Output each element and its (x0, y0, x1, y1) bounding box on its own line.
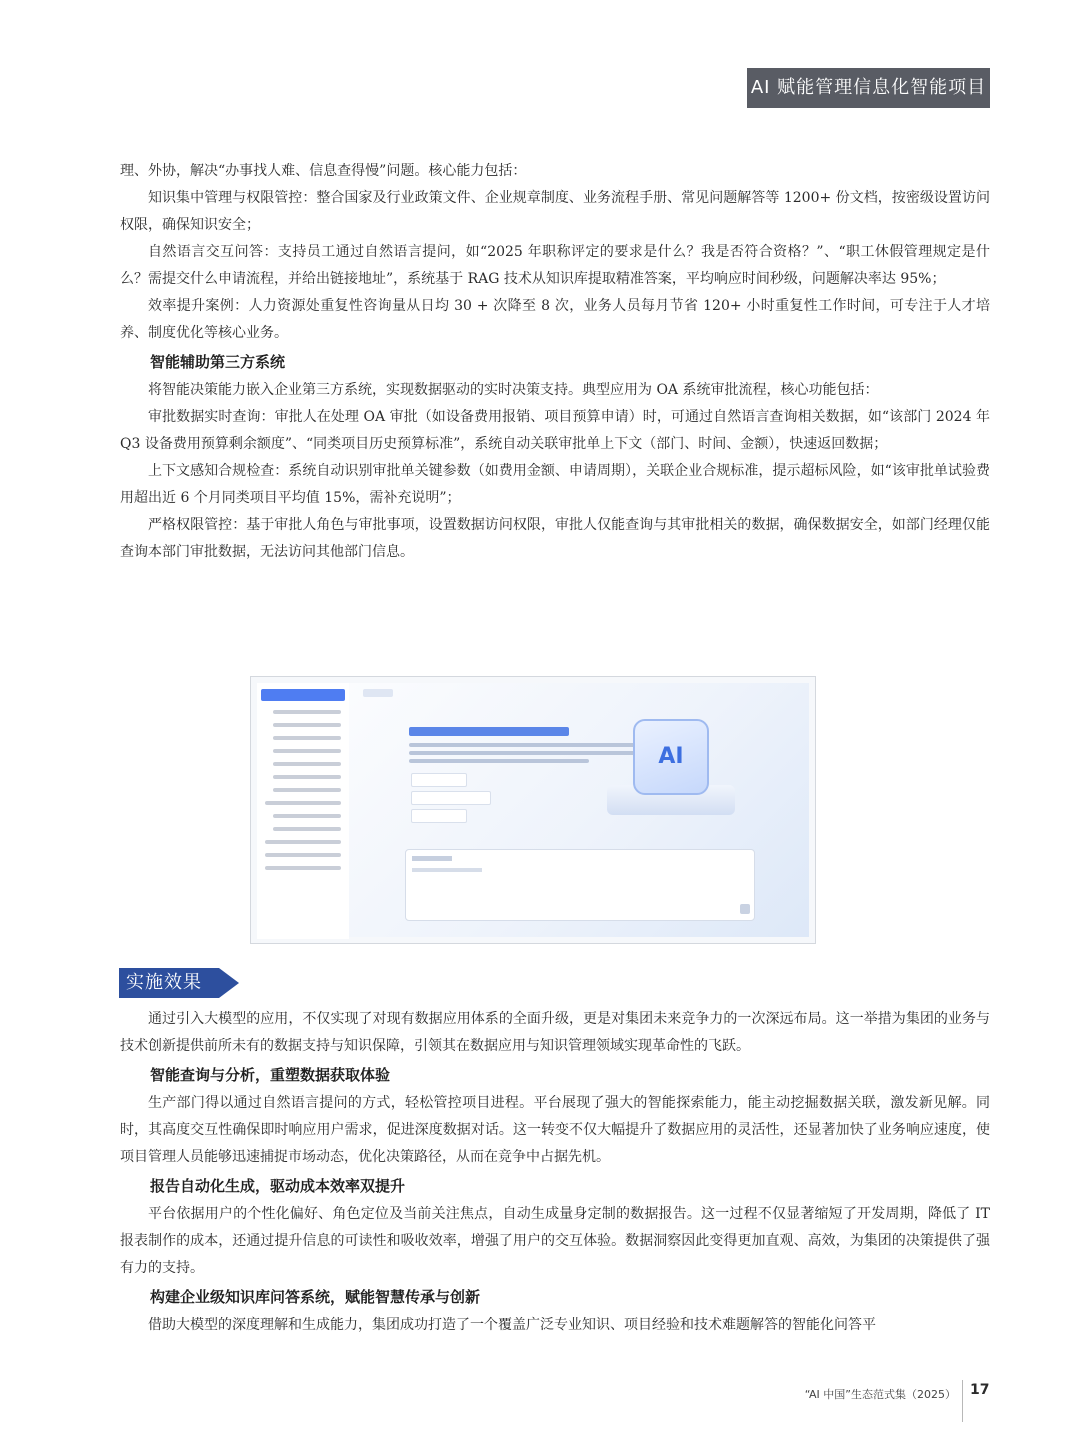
paragraph: 平台依据用户的个性化偏好、角色定位及当前关注焦点，自动生成量身定制的数据报告。这一过程不仅显著缩短了开发周期，降低了 IT 报表制作的成本，还通过提升信息的可读性和吸收效率，增强了用户的交互体验。数据洞察因此变得更加直观、高效，为集团的决策提供了强有力的支持。 (120, 1206, 990, 1276)
figure-sidebar-item (265, 866, 341, 870)
body-block-2 (120, 1006, 990, 1339)
paragraph: 生产部门得以通过自然语言提问的方式，轻松管控项目进程。平台展现了强大的智能探索能力，能主动挖掘数据关联，激发新见解。同时，其高度交互性确保即时响应用户需求，促进深度数据对话。这一转变不仅大幅提升了数据应用的灵活性，还显著加快了业务响应速度，使项目管理人员能够迅速捕捉市场动态，优化决策路径，从而在竞争中占据先机。 (120, 1095, 990, 1165)
subheading: 智能辅助第三方系统 (150, 353, 286, 371)
header-tag: AI 赋能管理信息化智能项目 (747, 68, 990, 108)
figure-description-line (409, 759, 589, 763)
figure-description-line (409, 751, 639, 755)
paragraph: 理、外协，解决“办事找人难、信息查得慢”问题。核心能力包括： (120, 163, 527, 179)
figure-suggestion-chip (411, 791, 491, 805)
figure-sidebar (257, 683, 349, 939)
subheading: 报告自动化生成，驱动成本效率双提升 (150, 1177, 406, 1195)
ai-logo-cube: AI (633, 719, 709, 795)
paragraph: 严格权限管控：基于审批人角色与审批事项，设置数据访问权限，审批人仅能查询与其审批相关的数据，确保数据安全，如部门经理仅能查询本部门审批数据，无法访问其他部门信息。 (120, 517, 990, 560)
figure-tab (363, 689, 393, 697)
figure-sidebar-item (273, 736, 341, 740)
figure-description-line (409, 743, 649, 747)
figure-sidebar-item (265, 840, 341, 844)
page-number: 17 (970, 1382, 990, 1398)
figure-sidebar-item (273, 814, 341, 818)
paragraph: 将智能决策能力嵌入企业第三方系统，实现数据驱动的实时决策支持。典型应用为 OA 系统审批流程，核心功能包括： (148, 382, 879, 398)
figure-sidebar-item (265, 853, 341, 857)
figure-sidebar-item (265, 801, 341, 805)
assistant-screenshot-figure (250, 676, 816, 944)
paragraph: 审批数据实时查询：审批人在处理 OA 审批（如设备费用报销、项目预算申请）时，可通过自然语言查询相关数据，如“该部门 2024 年 Q3 设备费用预算剩余额度”、“同类项目历史预算标准”，系统自动关联审批单上下文（部门、时间、金额），快速返回数据； (120, 409, 990, 452)
figure-chat-input (405, 849, 755, 921)
figure-sidebar-item (273, 723, 341, 727)
footer-divider (962, 1380, 963, 1422)
figure-sidebar-item (273, 710, 341, 714)
figure-sidebar-item (273, 827, 341, 831)
footer-publication: “AI 中国”生态范式集（2025） (804, 1388, 956, 1401)
figure-sidebar-active-item (261, 689, 345, 701)
figure-main-panel (349, 683, 809, 937)
figure-sidebar-item (273, 775, 341, 779)
body-block-1 (120, 158, 990, 566)
paragraph: 自然语言交互问答：支持员工通过自然语言提问，如“2025 年职称评定的要求是什么？我是否符合资格？”、“职工休假管理规定是什么？需提交什么申请流程，并给出链接地址”，系统基于 RAG 技术从知识库提取精准答案，平均响应时间秒级，问题解决率达 95%； (120, 244, 990, 287)
figure-suggestion-chip (411, 773, 467, 787)
figure-welcome-title (409, 727, 569, 736)
section-heading-text: 实施效果 (126, 972, 202, 993)
subheading: 构建企业级知识库问答系统，赋能智慧传承与创新 (150, 1288, 481, 1306)
paragraph: 通过引入大模型的应用，不仅实现了对现有数据应用体系的全面升级，更是对集团未来竞争力的一次深远布局。这一举措为集团的业务与技术创新提供前所未有的数据支持与知识保障，引领其在数据应用与知识管理领域实现革命性的飞跃。 (120, 1011, 990, 1054)
section-heading (119, 968, 239, 998)
subheading: 智能查询与分析，重塑数据获取体验 (150, 1066, 391, 1084)
paragraph: 知识集中管理与权限管控：整合国家及行业政策文件、企业规章制度、业务流程手册、常见问题解答等 1200+ 份文档，按密级设置访问权限，确保知识安全； (120, 190, 990, 233)
figure-sidebar-item (273, 788, 341, 792)
figure-send-icon (740, 904, 750, 914)
paragraph: 效率提升案例：人力资源处重复性咨询量从日均 30 + 次降至 8 次，业务人员每月节省 120+ 小时重复性工作时间，可专注于人才培养、制度优化等核心业务。 (120, 298, 990, 341)
figure-suggestion-chip (411, 809, 467, 823)
figure-input-toolbar (412, 856, 452, 861)
figure-sidebar-item (273, 749, 341, 753)
figure-sidebar-item (273, 762, 341, 766)
figure-input-placeholder (412, 868, 482, 872)
paragraph: 借助大模型的深度理解和生成能力，集团成功打造了一个覆盖广泛专业知识、项目经验和技术难题解答的智能化问答平 (148, 1317, 876, 1333)
paragraph: 上下文感知合规检查：系统自动识别审批单关键参数（如费用金额、申请周期），关联企业合规标准，提示超标风险，如“该审批单试验费用超出近 6 个月同类项目平均值 15%，需补充说明”； (120, 463, 990, 506)
